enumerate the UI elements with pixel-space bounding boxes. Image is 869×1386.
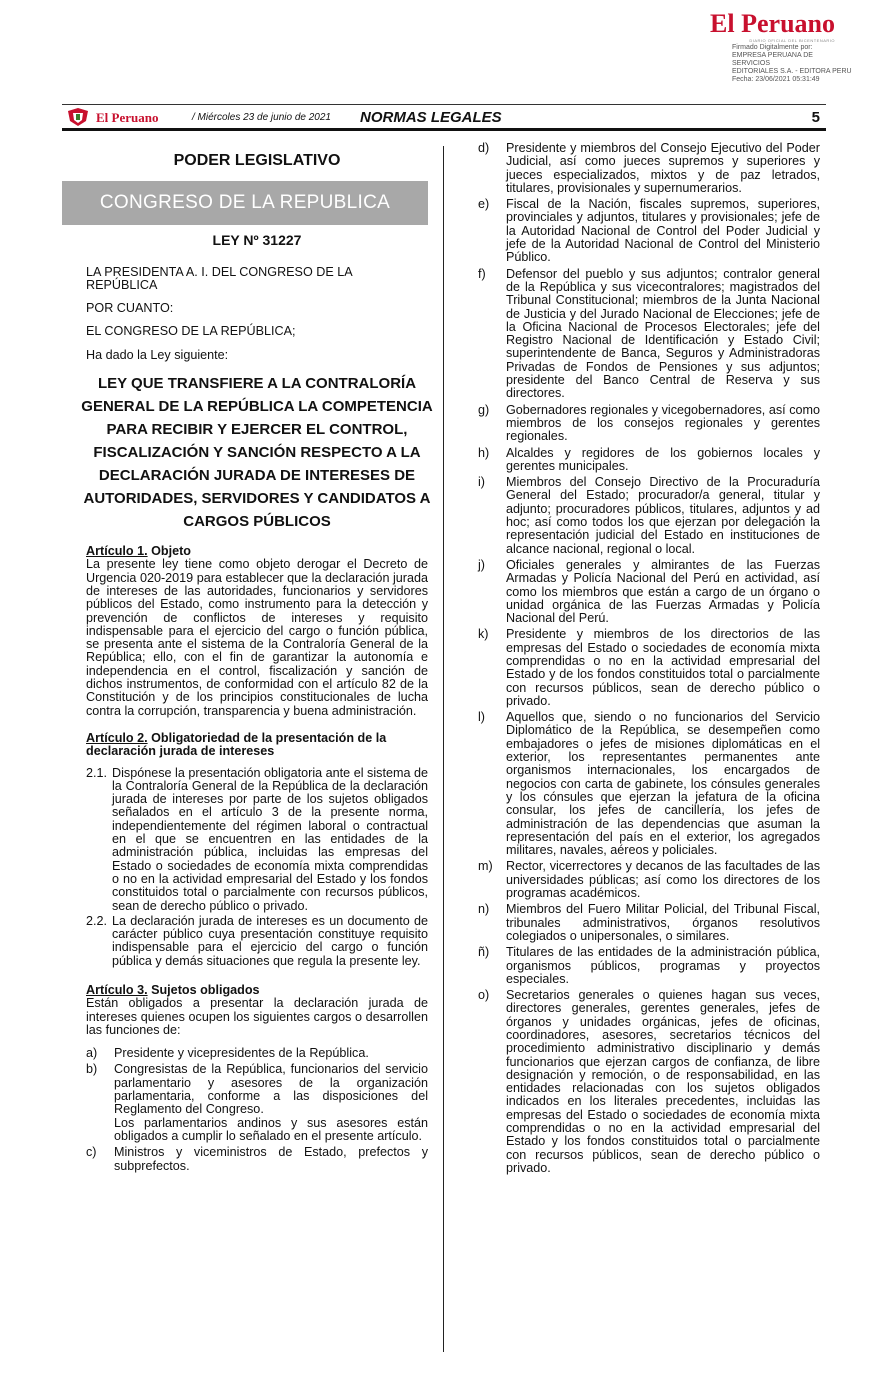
item-label: i) [478,475,485,490]
signature-line: EMPRESA PERUANA DE SERVICIOS [732,52,813,67]
signature-line: EDITORIALES S.A. - EDITORA PERU [732,68,852,75]
list-item [478,711,820,857]
item-label: k) [478,627,489,642]
law-number: LEY Nº 31227 [212,232,302,249]
section-title: PODER LEGISLATIVO [173,152,341,169]
item-text: Congresistas de la República, funcionarios del servicio parlamentario y asesores de la organización parlamentaria, conforme a las disposiciones del Reglamento del Congreso. [114,1062,428,1117]
item-text: Miembros del Consejo Directivo de la Procuraduría General del Estado; procurador/a general, titular y adjunto; procuradores públicos, titulares, adjuntos y ad hoc; así como todos los que ejerzan por delegación la representación judicial del Estado en instituciones de alcance nacional, regional o local. [506,475,820,556]
numbered-item [86,767,428,913]
list-item [478,989,820,1175]
coat-of-arms-icon [66,107,90,127]
item-text: Los parlamentarios andinos y sus asesores están obligados a cumplir lo señalado en el presente artículo. [114,1115,428,1143]
item-label: 2.2. [86,913,108,928]
item-text: Defensor del pueblo y sus adjuntos; contralor general de la República y sus vicecontralores; magistrados del Tribunal Constitucional; miembros de la Junta Nacional de Justicia y del Jurado Nacional de Elecciones; jefe de la Oficina Nacional de Procesos Electorales; jefe del Registro Nacional de Identificación y Estado Civil; superintendente de Banca, Seguros y Administradoras Privadas de Fondos de Pensiones y sus adjuntos; presidente del Banco Central de Reserva y sus directores. [506,266,820,401]
article-number: Artículo 3. [86,982,148,997]
article-title: Sujetos obligados [151,982,260,997]
list-item [478,447,820,474]
list-item [86,1063,428,1143]
item-text: Dispónese la presentación obligatoria ante el sistema de la Contraloría General de la República de la declaración jurada de intereses por parte de los sujetos obligados señalados en el artículo 3 de la presente norma, independientemente del régimen laboral o contractual en el que se encuentren en las entidades de la administración pública, incluidas las empresas del Estado o sociedades de economía mixta comprendidas o no en la actividad empresarial del Estado y los fondos constituidos total o parcialmente con recursos públicos, sean de derecho público o privado. [112,765,428,913]
item-label: 2.1. [86,765,108,780]
item-text: La declaración jurada de intereses es un documento de carácter público cuya presentación constituye requisito indispensable para el ejercicio del cargo o función pública y demás situaciones que regula la presente ley. [112,913,428,968]
list-item [478,142,820,195]
numbered-item [86,915,428,968]
item-label: c) [86,1145,97,1160]
item-label: l) [478,710,485,725]
item-label: n) [478,902,490,917]
article-heading [86,732,428,759]
item-label: m) [478,859,493,874]
preamble-line: POR CUANTO: [86,301,174,316]
item-text: Presidente y miembros de los directorios de las empresas del Estado o sociedades de economía mixta comprendidas o no en la actividad empresarial del Estado y de los fondos constituidos total o parcialmente con recursos públicos, sean de derecho público o privado. [506,627,820,708]
left-column [81,152,433,1176]
article-number: Artículo 2. [86,730,148,745]
item-label: g) [478,402,490,417]
header-section: NORMAS LEGALES [360,109,502,126]
list-item [478,268,820,401]
page-header [62,104,826,130]
preamble-line: Ha dado la Ley siguiente: [86,347,229,362]
law-title: LEY QUE TRANSFIERE A LA CONTRALORÍA GENERAL DE LA REPÚBLICA LA COMPETENCIA PARA RECIBIR Y EJERCER EL CONTROL, FISCALIZACIÓN Y SANCIÓN RESPECTO A LA DECLARACIÓN JURADA DE INTERESES DE AUTORIDADES, SERVIDORES Y CANDIDATOS A CARGOS PÚBLICOS [81,375,433,531]
preamble-line: EL CONGRESO DE LA REPÚBLICA; [86,324,296,339]
item-label: e) [478,197,490,212]
list-item [478,946,820,986]
list-item [478,476,820,556]
signature-line: Firmado Digitalmente por: [732,44,813,51]
column-divider [443,146,444,1352]
item-label: h) [478,445,490,460]
preamble-line: LA PRESIDENTA A. I. DEL CONGRESO DE LA REPÚBLICA [86,264,352,292]
signature-line: Fecha: 23/06/2021 05:31:49 [732,76,820,83]
list-item [478,903,820,943]
masthead-tagline: DIARIO OFICIAL DEL BICENTENARIO [749,38,835,43]
item-text: Oficiales generales y almirantes de las Fuerzas Armadas y Policía Nacional del Perú en actividad, así como los miembros que están a cargo de un órgano o unidad orgánica de las Fuerzas Armadas y Policía Nacional del Perú. [506,557,820,626]
item-label: j) [478,557,485,572]
article-text: La presente ley tiene como objeto derogar el Decreto de Urgencia 020-2019 para establecer que la declaración jurada de intereses de las autoridades, funcionarios y servidores públicos del Estado, como instrumento para la detección y prevención de conflictos de intereses y requisito indispensable para el ejercicio del cargo o función pública, se presenta ante el sistema de la Contraloría General de la República; ello, con el fin de garantizar la autonomía e independencia en el control, fiscalización y sanción de dichos instrumentos, de conformidad con el artículo 82 de la Constitución y de los principios constitucionales de lucha contra la corrupción, transparencia y buena administración. [86,557,428,718]
list-item [86,1047,428,1060]
article-text: Están obligados a presentar la declaración jurada de intereses quienes ocupen los siguientes cargos o desarrollen las funciones de: [86,996,428,1037]
article-number: Artículo 1. [86,544,148,559]
article-title: Objeto [151,544,191,559]
header-date: / Miércoles 23 de junio de 2021 [192,112,331,123]
item-text: Rector, vicerrectores y decanos de las facultades de las universidades públicas; así como los directores de los programas académicos. [506,859,820,901]
header-rule [62,104,826,105]
list-item [478,404,820,444]
article-heading [86,984,428,997]
header-rule [62,128,826,131]
item-text: Gobernadores regionales y vicegobernadores, así como miembros de los consejos regionales y gerentes regionales. [506,402,820,444]
item-text: Secretarios generales o quienes hagan sus veces, directores generales, gerentes generales, jefes de órganos y unidades orgánicas, jefes de oficinas, coordinadores, asesores, secretarios técnicos del procedimiento administrativo disciplinario y demás funcionarios que ejerzan cargos de confianza, de libre designación y remoción, o de responsabilidad, en las entidades relacionadas con los sujetos obligados indicados en los literales precedentes, incluidas las empresas del Estado o sociedades de economía mixta comprendidas o no en la actividad empresarial del Estado y los fondos constituidos total o parcialmente con recursos públicos, sean de derecho público o privado. [506,988,820,1175]
masthead-brand: El Peruano [710,9,835,38]
header-brand: El Peruano [96,110,159,125]
item-label: b) [86,1062,98,1077]
item-label: f) [478,266,486,281]
item-text: Aquellos que, siendo o no funcionarios del Servicio Diplomático de la República, se desempeñen como embajadores o jefes de misiones diplomáticas en el exterior, los representantes permanentes ante organismos internacionales, los encargados de negocios con carta de gabinete, los cónsules generales y los cónsules que ejerzan la jefatura de la oficina consular, los jefes de cancillería, los jefes de administración de las dependencias que asuman la representación del país en el exterior, los agregados militares, navales, aéreos y policiales. [506,710,820,858]
item-label: ñ) [478,945,490,960]
item-text: Alcaldes y regidores de los gobiernos locales y gerentes municipales. [506,445,820,473]
page-number: 5 [811,109,820,126]
item-text: Fiscal de la Nación, fiscales supremos, superiores, provinciales y adjuntos, titulares y provisionales; jefe de la Autoridad Nacional de Control del Poder Judicial y jefe de la Autoridad Nacional de Control del Ministerio Público. [506,197,820,265]
item-label: a) [86,1046,98,1061]
list-item [478,198,820,264]
list-item [86,1146,428,1173]
item-text: Ministros y viceministros de Estado, prefectos y subprefectos. [114,1145,428,1173]
right-column [478,142,820,1178]
article-title: Obligatoriedad de la presentación de la declaración jurada de intereses [86,730,387,759]
list-item [478,628,820,708]
item-text: Miembros del Fuero Militar Policial, del Tribunal Fiscal, tribunales administrativos, órganos resolutivos colegiados o unipersonales, o similares. [506,902,820,943]
article-heading [86,545,428,558]
institution-banner: CONGRESO DE LA REPUBLICA [62,181,428,225]
list-item [478,559,820,625]
masthead [710,10,835,43]
list-item [478,860,820,900]
digital-signature [732,44,852,84]
item-label: d) [478,141,490,155]
item-text: Titulares de las entidades de la administración pública, organismos públicos, programas y proyectos especiales. [506,945,820,986]
item-label: o) [478,988,490,1003]
item-text: Presidente y miembros del Consejo Ejecutivo del Poder Judicial, así como jueces supremos y superiores y jueces especializados, mixtos y de paz letrados, titulares, provisionales y supernumerarios. [506,141,820,195]
item-text: Presidente y vicepresidentes de la República. [114,1046,369,1061]
